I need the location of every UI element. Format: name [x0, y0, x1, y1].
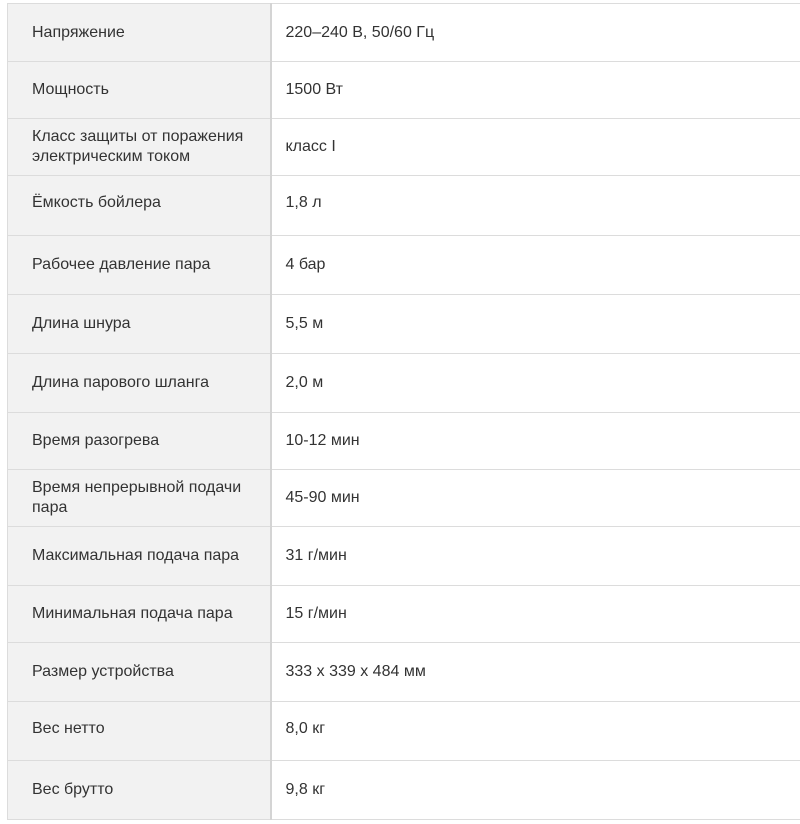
- spec-label: Класс защиты от поражения электрическим током: [8, 119, 271, 176]
- spec-label: Напряжение: [8, 4, 271, 62]
- spec-value: 1500 Вт: [271, 62, 800, 119]
- spec-value: 1,8 л: [271, 176, 800, 236]
- spec-value: 45-90 мин: [271, 470, 800, 527]
- spec-label: Минимальная подача пара: [8, 586, 271, 643]
- spec-value: 8,0 кг: [271, 702, 800, 761]
- spec-value: 31 г/мин: [271, 527, 800, 586]
- spec-value: 333 x 339 x 484 мм: [271, 643, 800, 702]
- spec-row-cord-length: [8, 295, 800, 354]
- spec-label: Максимальная подача пара: [8, 527, 271, 586]
- spec-row-hose-length: [8, 354, 800, 413]
- spec-label: Длина парового шланга: [8, 354, 271, 413]
- spec-row-power: [8, 62, 800, 119]
- spec-table: [7, 3, 800, 820]
- spec-label: Мощность: [8, 62, 271, 119]
- spec-value: 10-12 мин: [271, 413, 800, 470]
- spec-label: Рабочее давление пара: [8, 236, 271, 295]
- spec-row-net-weight: [8, 702, 800, 761]
- spec-label: Время разогрева: [8, 413, 271, 470]
- spec-row-gross-weight: [8, 761, 800, 820]
- spec-label: Вес нетто: [8, 702, 271, 761]
- spec-row-protection-class: [8, 119, 800, 176]
- spec-label: Длина шнура: [8, 295, 271, 354]
- spec-row-device-size: [8, 643, 800, 702]
- spec-value: 5,5 м: [271, 295, 800, 354]
- spec-row-heat-up-time: [8, 413, 800, 470]
- spec-value: класс I: [271, 119, 800, 176]
- spec-row-continuous-steam-time: [8, 470, 800, 527]
- spec-row-min-steam-output: [8, 586, 800, 643]
- spec-value: 9,8 кг: [271, 761, 800, 820]
- spec-label: Время непрерывной подачи пара: [8, 470, 271, 527]
- spec-row-max-steam-output: [8, 527, 800, 586]
- spec-value: 2,0 м: [271, 354, 800, 413]
- spec-value: 220–240 В, 50/60 Гц: [271, 4, 800, 62]
- spec-value: 4 бар: [271, 236, 800, 295]
- spec-row-voltage: [8, 4, 800, 62]
- spec-row-steam-pressure: [8, 236, 800, 295]
- spec-label: Ёмкость бойлера: [8, 176, 271, 236]
- spec-value: 15 г/мин: [271, 586, 800, 643]
- spec-table-body: [8, 4, 800, 820]
- spec-label: Размер устройства: [8, 643, 271, 702]
- spec-row-boiler-capacity: [8, 176, 800, 236]
- spec-label: Вес брутто: [8, 761, 271, 820]
